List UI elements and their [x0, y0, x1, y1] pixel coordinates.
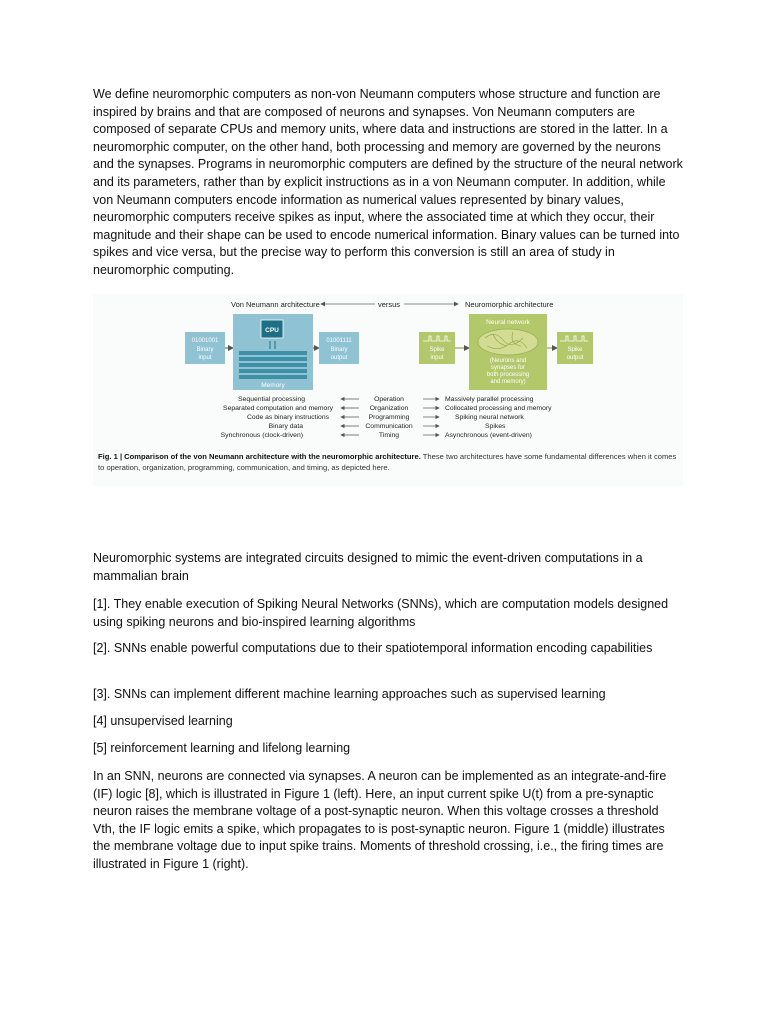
comparison-category: Operation [374, 396, 404, 403]
figure-caption-text: These two architectures have some fundamental differences when it comes to operation, organization, programming, communication, and timing, as depicted here. [98, 452, 677, 472]
architecture-diagram [93, 294, 683, 454]
von-neumann-title: Von Neumann architecture [231, 300, 320, 309]
memory-row [239, 369, 307, 373]
neuron-mesh-icon [478, 329, 538, 355]
neurons-note-line1: (Neurons and [489, 358, 527, 364]
von-neumann-trait: Sequential processing [238, 396, 305, 403]
reference-5-paragraph: [5] reinforcement learning and lifelong learning [93, 741, 351, 755]
binary-output-bits: 01001111 [326, 338, 352, 344]
memory-row [239, 357, 307, 361]
neuromorphic-trait: Asynchronous (event-driven) [445, 432, 532, 439]
spike-output-label-line2: output [566, 355, 584, 361]
von-neumann-trait: Separated computation and memory [223, 405, 333, 412]
comparison-category: Programming [368, 414, 410, 421]
reference-1-paragraph: [1]. They enable execution of Spiking Neural Networks (SNNs), which are computation models designed using spiking neurons and bio-inspired learning algorithms [93, 597, 669, 629]
figure-caption-title: Fig. 1 | Comparison of the von Neumann architecture with the neuromorphic architecture. [98, 452, 421, 461]
binary-input-bits: 01001001 [191, 338, 219, 344]
neuromorphic-trait: Collocated processing and memory [445, 405, 552, 412]
von-neumann-trait: Binary data [268, 423, 303, 430]
neurons-note-line2: synapses for [490, 365, 526, 371]
snn-paragraph: In an SNN, neurons are connected via synapses. A neuron can be implemented as an integrate-and-fire (IF) logic [8], which is illustrated in Figure 1 (left). Here, an input current spike U(t) from a pre-synaptic neuron raises the membrane voltage of a post-synaptic neuron. When this voltage crosses a threshold Vth, the IF logic emits a spike, which propagates to is post-synaptic neuron. Figure 1 (middle) illustrates the membrane voltage due to input spike trains. Moments of threshold crossing, i.e., the firing times are illustrated in Figure 1 (right). [93, 769, 667, 871]
reference-4-paragraph: [4] unsupervised learning [93, 714, 233, 728]
binary-input-label-line2: input [198, 355, 212, 361]
spike-input-label-line2: input [430, 355, 444, 361]
reference-3-paragraph: [3]. SNNs can implement different machine learning approaches such as supervised learning [93, 687, 606, 701]
versus-label: versus [377, 300, 401, 309]
neurons-note-line4: and memory) [490, 379, 526, 385]
architecture-comparison-figure [93, 294, 683, 486]
neural-network-label: Neural network [486, 319, 530, 326]
reference-2-paragraph: [2]. SNNs enable powerful computations due to their spatiotemporal information encoding capabilities [93, 641, 653, 655]
memory-row [239, 375, 307, 379]
binary-output-label-line2: output [330, 355, 348, 361]
memory-row [239, 363, 307, 367]
neurons-note-line3: both processing [486, 372, 530, 378]
neuromorphic-trait: Spiking neural network [455, 414, 524, 421]
figure-caption [98, 451, 680, 473]
comparison-category: Communication [365, 423, 413, 430]
von-neumann-trait: Synchronous (clock-driven) [220, 432, 303, 439]
neuromorphic-systems-paragraph: Neuromorphic systems are integrated circuits designed to mimic the event-driven computations in a mammalian brain [93, 551, 643, 583]
neuromorphic-trait: Massively parallel processing [445, 396, 534, 403]
neuromorphic-trait: Spikes [485, 423, 506, 430]
neuromorphic-title: Neuromorphic architecture [465, 300, 554, 309]
binary-input-label-line1: Binary [196, 347, 214, 353]
binary-output-label-line1: Binary [330, 347, 348, 353]
von-neumann-trait: Code as binary instructions [247, 414, 329, 421]
spike-input-label-line1: Spike [429, 347, 445, 353]
spike-output-label-line1: Spike [567, 347, 583, 353]
memory-row [239, 351, 307, 355]
comparison-category: Organization [369, 405, 409, 412]
comparison-category: Timing [378, 432, 400, 439]
cpu-label: CPU [265, 327, 279, 334]
intro-paragraph: We define neuromorphic computers as non-von Neumann computers whose structure and function are inspired by brains and that are composed of neurons and synapses. Von Neumann computers are composed of separate CPUs and memory units, where data and instructions are stored in the latter. In a neuromorphic computer, on the other hand, both processing and memory are governed by the neurons and the synapses. Programs in neuromorphic computers are defined by the structure of the neural network and its parameters, rather than by explicit instructions as in a von Neumann computer. In addition, while von Neumann computers encode information as numerical values represented by binary values, neuromorphic computers receive spikes as input, where the associated time at which they occur, their magnitude and their shape can be used to encode numerical information. Binary values can be turned into spikes and vice versa, but the precise way to perform this conversion is still an area of study in neuromorphic computing. [93, 87, 683, 277]
memory-label: Memory [261, 382, 285, 389]
